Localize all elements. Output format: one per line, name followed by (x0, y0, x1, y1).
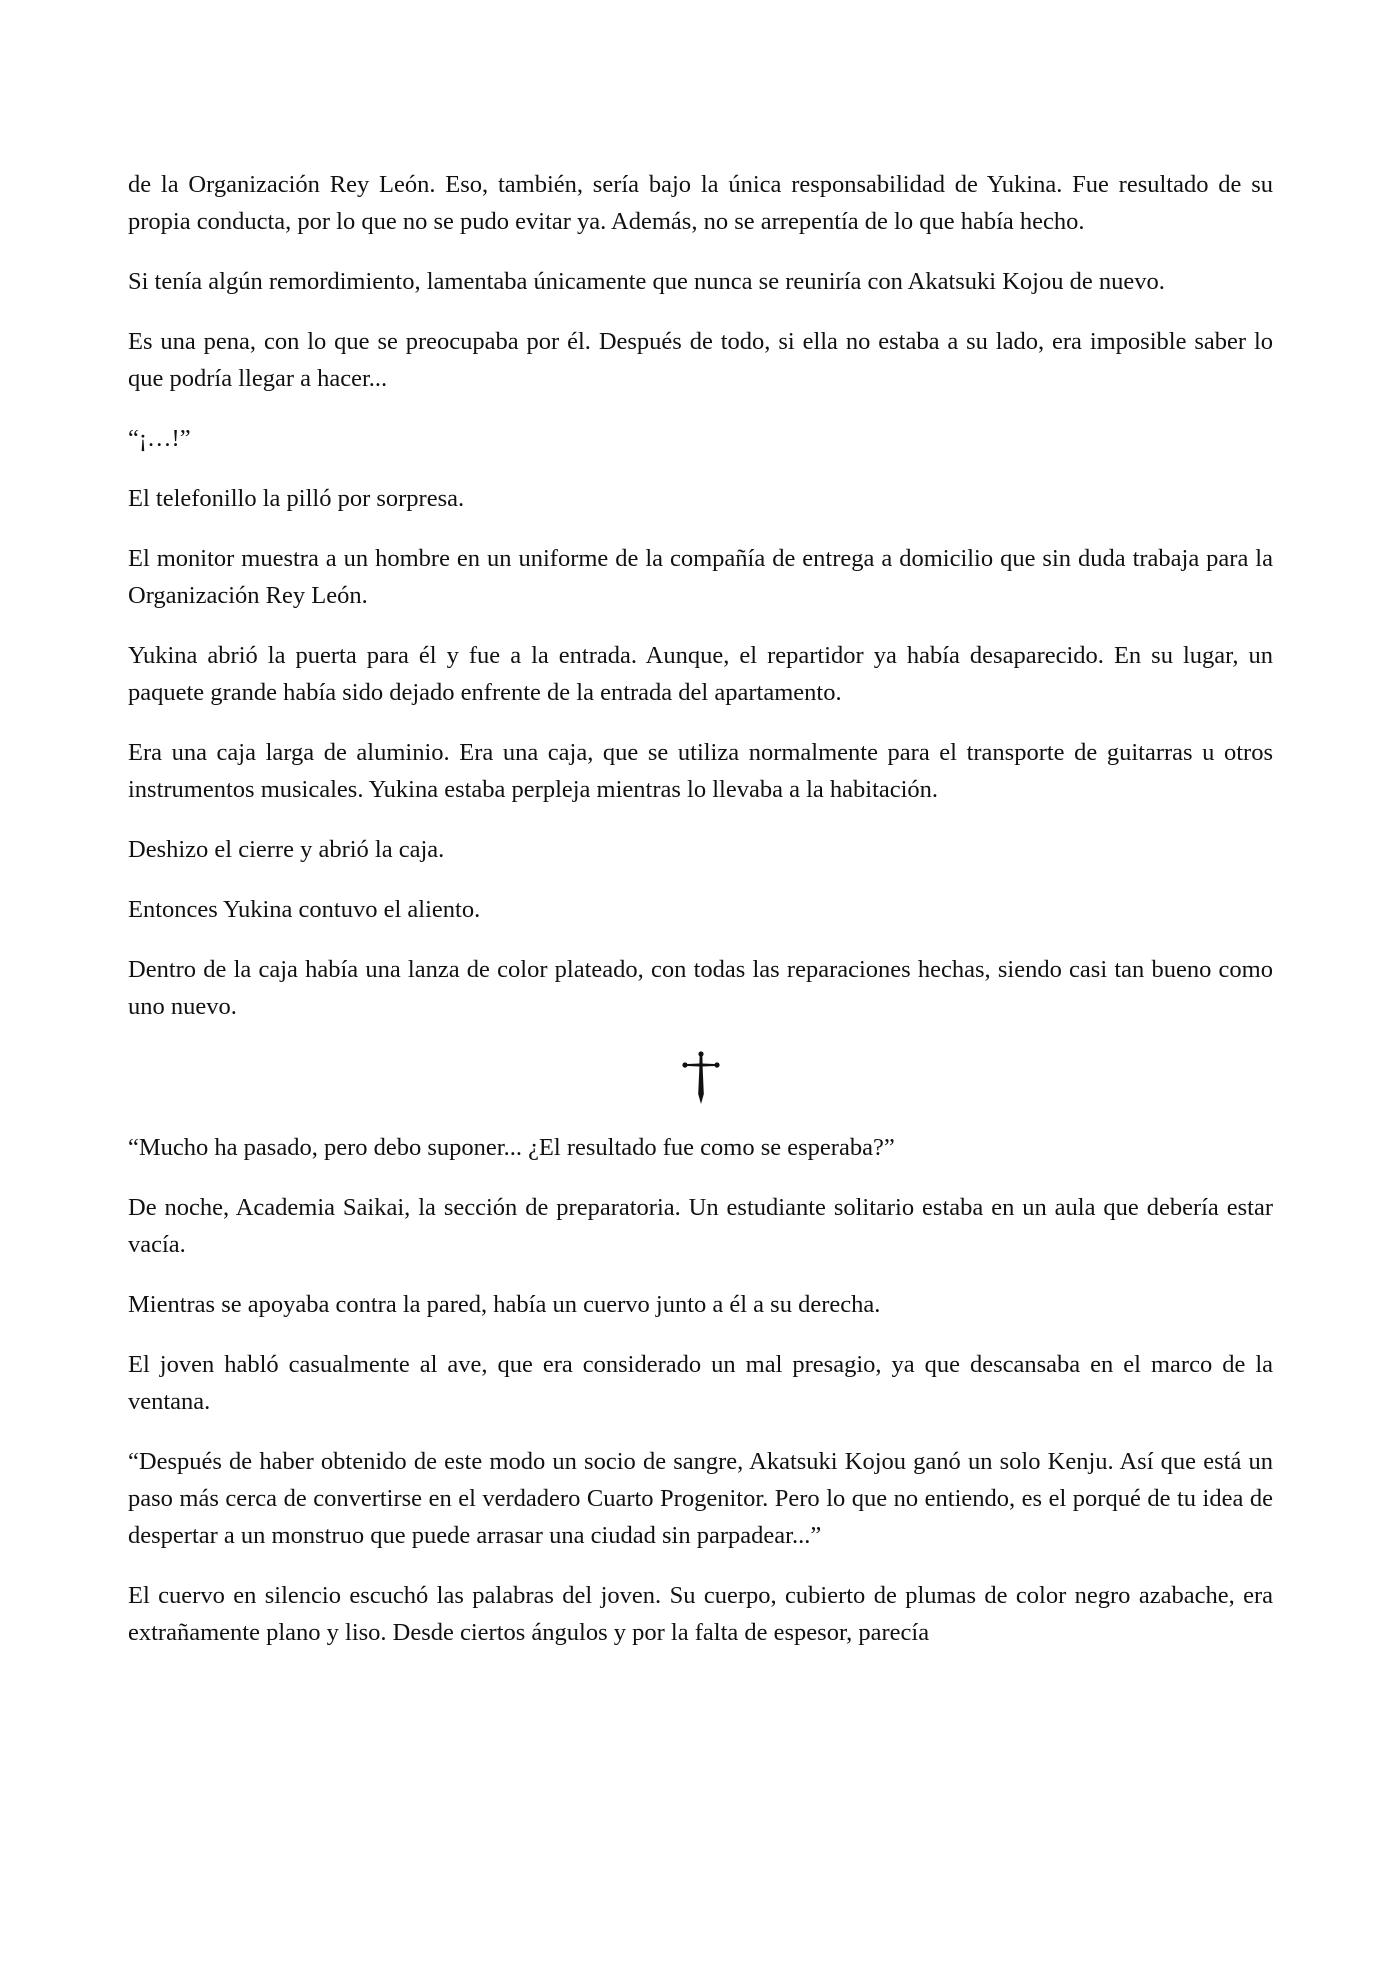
paragraph: El cuervo en silencio escuchó las palabras del joven. Su cuerpo, cubierto de plumas de color negro azabache, era extrañamente plano y liso. Desde ciertos ángulos y por la falta de espesor, parecía (128, 1582, 1273, 1646)
cross-ornament-icon (681, 1050, 721, 1106)
document-page (128, 166, 1273, 1674)
paragraph: Si tenía algún remordimiento, lamentaba únicamente que nunca se reuniría con Akatsuki Kojou de nuevo. (128, 268, 1165, 295)
dialogue-line: “¡…!” (128, 425, 191, 452)
paragraph: Dentro de la caja había una lanza de color plateado, con todas las reparaciones hechas, siendo casi tan bueno como uno nuevo. (128, 956, 1273, 1020)
paragraph: Mientras se apoyaba contra la pared, había un cuervo junto a él a su derecha. (128, 1291, 881, 1318)
paragraph: de la Organización Rey León. Eso, también, sería bajo la única responsabilidad de Yukina. Fue resultado de su propia conducta, por lo que no se pudo evitar ya. Además, no se arrepentía de lo que había hecho. (128, 171, 1273, 235)
paragraph: El telefonillo la pilló por sorpresa. (128, 485, 465, 512)
paragraph: Era una caja larga de aluminio. Era una caja, que se utiliza normalmente para el transporte de guitarras u otros instrumentos musicales. Yukina estaba perpleja mientras lo llevaba a la habitación. (128, 739, 1273, 803)
dialogue-paragraph: “Después de haber obtenido de este modo un socio de sangre, Akatsuki Kojou ganó un solo Kenju. Así que está un paso más cerca de convertirse en el verdadero Cuarto Progenitor. Pero lo que no entiendo, es el porqué de tu idea de despertar a un monstruo que puede arrasar una ciudad sin parpadear...” (128, 1448, 1273, 1549)
paragraph: Entonces Yukina contuvo el aliento. (128, 896, 481, 923)
section-separator (128, 1048, 1273, 1108)
paragraph: El monitor muestra a un hombre en un uniforme de la compañía de entrega a domicilio que sin duda trabaja para la Organización Rey León. (128, 545, 1273, 609)
paragraph: Es una pena, con lo que se preocupaba por él. Después de todo, si ella no estaba a su lado, era imposible saber lo que podría llegar a hacer... (128, 328, 1273, 392)
paragraph: Yukina abrió la puerta para él y fue a la entrada. Aunque, el repartidor ya había desaparecido. En su lugar, un paquete grande había sido dejado enfrente de la entrada del apartamento. (128, 642, 1273, 706)
paragraph: El joven habló casualmente al ave, que era considerado un mal presagio, ya que descansaba en el marco de la ventana. (128, 1351, 1273, 1415)
paragraph: Deshizo el cierre y abrió la caja. (128, 836, 445, 863)
paragraph: De noche, Academia Saikai, la sección de preparatoria. Un estudiante solitario estaba en un aula que debería estar vacía. (128, 1194, 1273, 1258)
dialogue-line: “Mucho ha pasado, pero debo suponer... ¿El resultado fue como se esperaba?” (128, 1134, 895, 1161)
